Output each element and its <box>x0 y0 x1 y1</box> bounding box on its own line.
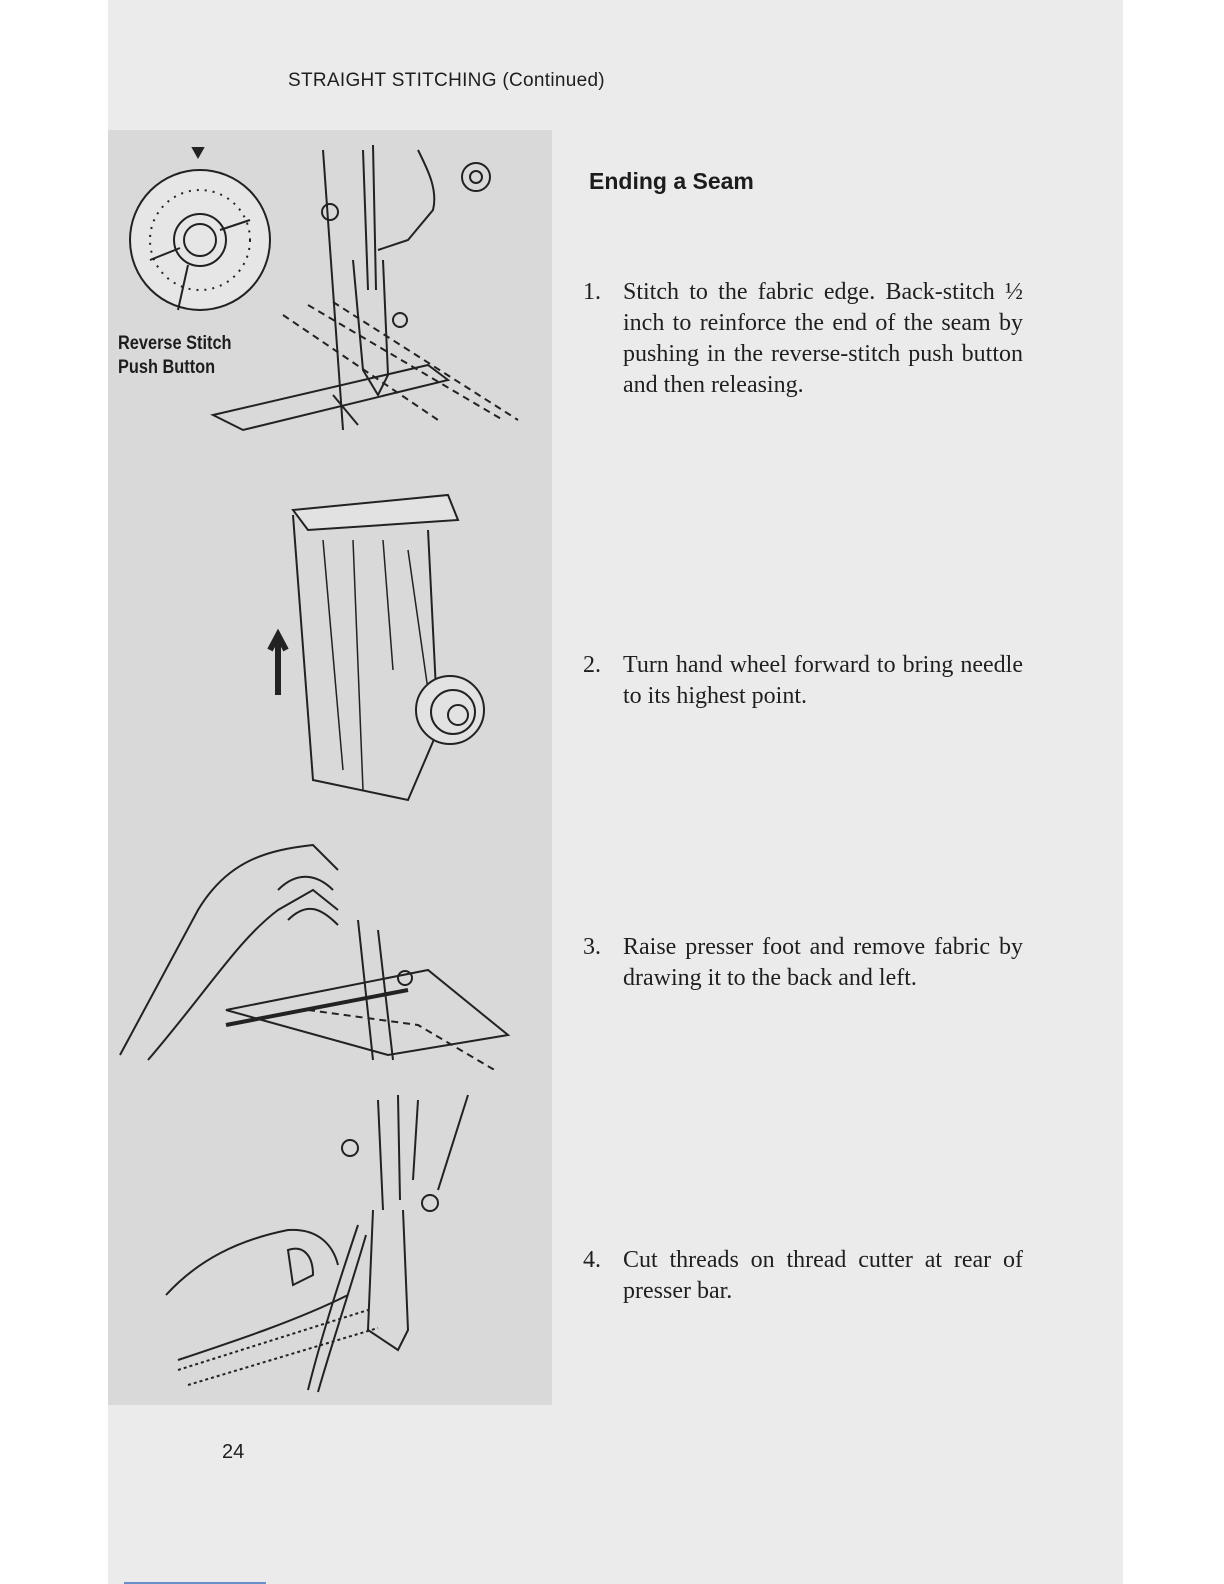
step-number: 4. <box>583 1247 601 1273</box>
step-1 <box>583 277 1023 401</box>
step-number: 1. <box>583 279 601 305</box>
hand-wheel-drawing <box>108 470 552 1070</box>
illustration-panel <box>108 130 552 1405</box>
step-text: Cut threads on thread cutter at rear of presser bar. <box>623 1247 1023 1304</box>
label-line-2: Push Button <box>118 357 216 378</box>
step-4 <box>583 1245 1023 1307</box>
step-3 <box>583 932 1023 994</box>
step-number: 2. <box>583 652 601 678</box>
step-text: Raise presser foot and remove fabric by drawing it to the back and left. <box>623 934 1023 991</box>
page-number: 24 <box>222 1441 245 1463</box>
label-line-1: Reverse Stitch <box>118 333 232 354</box>
reverse-stitch-label <box>118 332 232 380</box>
section-title: Ending a Seam <box>589 168 754 194</box>
step-2 <box>583 650 1023 712</box>
thread-cutter-drawing <box>108 1070 552 1405</box>
step-number: 3. <box>583 934 601 960</box>
step-text: Stitch to the fabric edge. Back-stitch ½ inch to reinforce the end of the seam by pushing in the reverse-stitch push button and then releasing. <box>623 279 1023 398</box>
dial-drawing <box>108 130 552 460</box>
step-text: Turn hand wheel forward to bring needle to its highest point. <box>623 652 1023 709</box>
thread-cutter-illustration <box>108 1070 552 1405</box>
hand-wheel-illustration <box>108 470 552 1070</box>
dial-illustration <box>108 130 552 460</box>
running-header: STRAIGHT STITCHING (Continued) <box>288 70 605 91</box>
